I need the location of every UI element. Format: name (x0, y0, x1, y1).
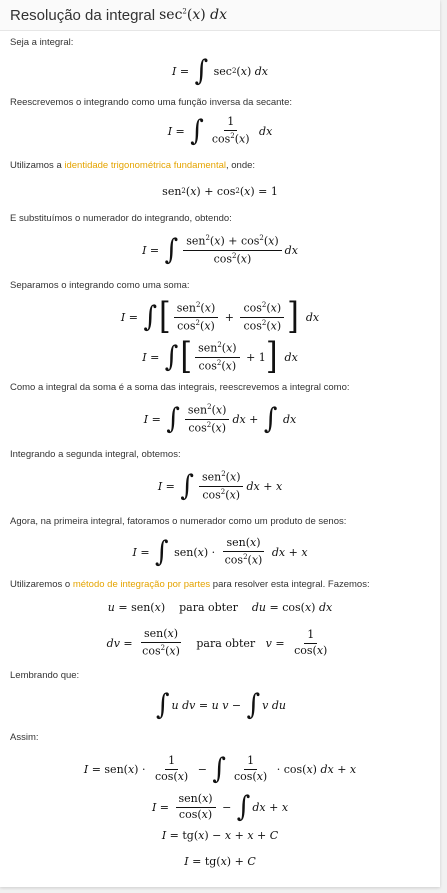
equation-7: I = ∫ $\frac{sen^2(x)}{\cos^2(x)}$ dx + ∫ dx (143, 402, 297, 436)
step-text-5: Separamos o integrando como uma soma: (10, 280, 190, 291)
title-formula: $\sec^2(x)$ dx (159, 7, 228, 23)
equation-6: I = ∫ [ $\frac{sen^2(x)}{\cos^2(x)}$ + 1 ] dx (142, 335, 298, 378)
integration-by-parts-link[interactable]: método de integração por partes (72, 579, 211, 590)
page-title: Resolução da integral (10, 6, 156, 24)
equation-1: I = ∫ sec 2 ( x ) dx (172, 54, 268, 88)
step-text-3: Utilizamos a identidade trigonométrica fundamental, onde: (10, 160, 256, 171)
equation-5: I = ∫ [ $\frac{sen^2(x)}{\cos^2(x)}$ + $\frac{\cos^2(x)}{\cos^2(x)}$ ] dx (120, 295, 320, 338)
equation-15: I = tg( x ) − x + x + C (161, 828, 279, 842)
equation-13: I = sen( x ) · $\frac{1}{\cos(x)}$ − ∫ $\frac{1}{\cos(x)}$ · cos( x ) dx + x (83, 752, 357, 786)
step-text-4: E substituímos o numerador do integrando, obtendo: (10, 213, 232, 224)
equation-2: I = ∫ $\frac{1}{\cos^2(x)}$ dx (167, 114, 273, 148)
equation-14: I = $\frac{\text{sen(x)}}{\cos(x)}$ − ∫ dx + x (151, 790, 289, 824)
equation-4: I = ∫ $\frac{sen^2(x) + \cos^2(x)}{\cos^2(x)}$ dx (142, 233, 298, 267)
step-text-2: Reescrevemos o integrando como uma função inversa da secante: (10, 97, 292, 108)
step-text-1: Seja a integral: (10, 37, 74, 48)
equation-3: sen 2 ( x ) + cos 2 ( x ) = 1 (162, 184, 278, 198)
step-text-11: Assim: (10, 732, 39, 743)
equation-8: I = ∫ $\frac{sen^2(x)}{\cos^2(x)}$ dx + x (157, 469, 283, 503)
step-text-7: Integrando a segunda integral, obtemos: (10, 449, 181, 460)
step-text-10: Lembrando que: (10, 670, 80, 681)
step-text-8: Agora, na primeira integral, fatoramos o numerador como um produto de senos: (10, 516, 347, 527)
equation-12: ∫ u dv = u v − ∫ v du (155, 688, 287, 722)
identity-link[interactable]: identidade trigonométrica fundamental (64, 160, 226, 171)
equation-16: I = tg( x ) + C (184, 854, 256, 868)
equation-9: I = ∫ sen( x ) · $\frac{\text{sen(x)}}{\cos^2(x)}$ dx + x (132, 535, 308, 569)
equation-11: dv = $\frac{\text{sen(x)}}{\cos^2(x)}$ para obter v = $\frac{1}{\cos(x)}$ (106, 627, 328, 658)
step-text-6: Como a integral da soma é a soma das integrais, reescrevemos a integral como: (10, 382, 350, 393)
step-text-9: Utilizaremos o método de integração por partes para resolver esta integral. Fazemos: (10, 579, 370, 590)
equation-10: u = sen( x ) para obter du = cos( x ) dx (107, 600, 333, 614)
title-bar (0, 0, 440, 31)
